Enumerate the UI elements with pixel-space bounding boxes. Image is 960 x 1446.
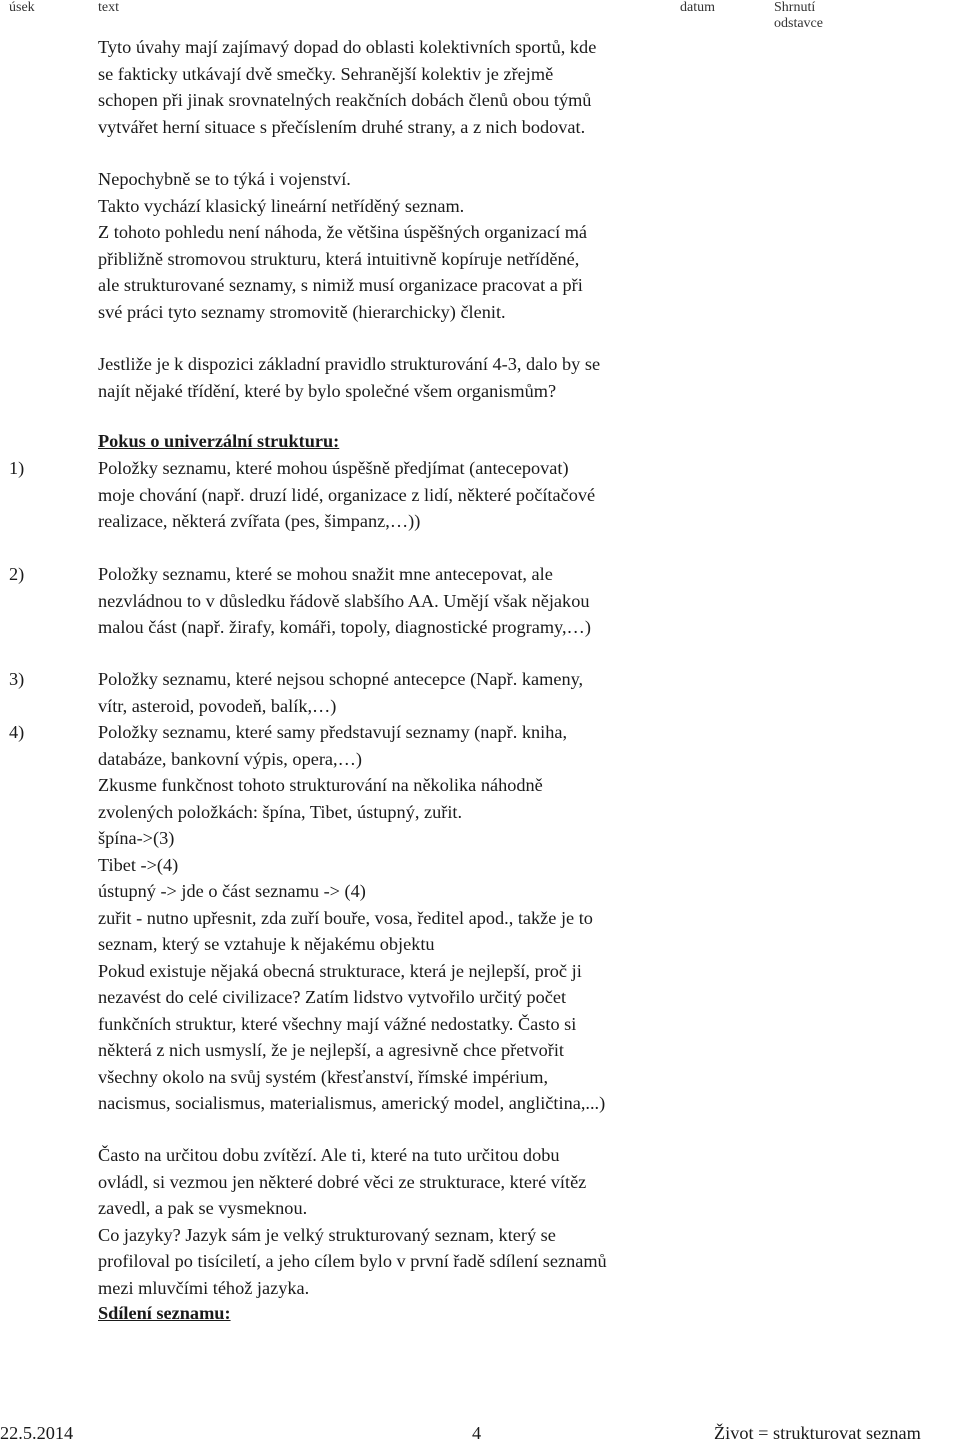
text-line: Jestliže je k dispozici základní pravidlo strukturování 4-3, dalo by se — [98, 354, 601, 374]
footer-document-title: Život = strukturovat seznam — [714, 1423, 921, 1443]
list-item-line: Položky seznamu, které samy představují seznamy (např. kniha, — [98, 722, 568, 742]
text-line: ústupný -> jde o část seznamu -> (4) — [98, 881, 366, 901]
text-line: některá z nich usmyslí, že je nejlepší, a agresivně chce přetvořit — [98, 1040, 564, 1060]
text-line: Takto vychází klasický lineární netříděný seznam. — [98, 195, 465, 216]
column-header-usek: úsek — [9, 0, 35, 15]
footer-date: 22.5.2014 — [0, 1423, 74, 1443]
text-line: funkčních struktur, které všechny mají vážné nedostatky. Často si — [98, 1013, 577, 1034]
text-line: vytvářet herní situace s přečíslením druhé strany, a z nich bodovat. — [98, 116, 586, 137]
text-line: své práci tyto seznamy stromovitě (hierarchicky) členit. — [98, 301, 506, 322]
text-line: seznam, který se vztahuje k nějakému objektu — [98, 934, 435, 954]
text-line: Často na určitou dobu zvítězí. Ale ti, které na tuto určitou dobu — [98, 1145, 560, 1165]
text-line: zvolených položkách: špína, Tibet, ústupný, zuřit. — [98, 801, 463, 822]
text-line: se fakticky utkávají dvě smečky. Sehranější kolektiv je zřejmě — [98, 63, 554, 84]
text-line: schopen při jinak srovnatelných reakčních dobách členů obou týmů — [98, 90, 592, 110]
list-number: 3) — [9, 669, 25, 689]
text-line: Tibet ->(4) — [98, 854, 179, 875]
text-line: profiloval po tisíciletí, a jeho cílem bylo v první řadě sdílení seznamů — [98, 1251, 607, 1271]
text-line: Tyto úvahy mají zajímavý dopad do oblasti kolektivních sportů, kde — [98, 37, 597, 57]
text-line: zuřit - nutno upřesnit, zda zuří bouře, vosa, ředitel apod., takže je to — [98, 907, 593, 928]
list-number: 4) — [9, 722, 25, 742]
text-line: všechny okolo na svůj systém (křesťanství, římské impérium, — [98, 1066, 549, 1087]
list-item-line: Položky seznamu, které se mohou snažit mne antecepovat, ale — [98, 564, 553, 584]
list-number: 2) — [9, 564, 25, 584]
column-header-datum: datum — [680, 0, 715, 15]
text-line: špína->(3) — [98, 828, 175, 848]
text-line: Pokud existuje nějaká obecná strukturace, která je nejlepší, proč ji — [98, 960, 582, 981]
footer-page-number: 4 — [472, 1423, 482, 1443]
text-line: zavedl, a pak se vysmeknou. — [98, 1198, 308, 1218]
text-line: mezi mluvčími téhož jazyka. — [98, 1277, 310, 1298]
text-line: Nepochybně se to týká i vojenství. — [98, 169, 351, 189]
column-header-shrnuti-line1: Shrnutí — [774, 0, 816, 15]
list-item-line: malou část (např. žirafy, komáři, topoly, diagnostické programy,…) — [98, 617, 591, 637]
list-item-line: Položky seznamu, které nejsou schopné antecepce (Např. kameny, — [98, 669, 584, 689]
text-line: ale strukturované seznamy, s nimiž musí organizace pracovat a při — [98, 275, 583, 295]
list-item-line: vítr, asteroid, povodeň, balík,…) — [98, 695, 337, 716]
text-line: ovládl, si vezmou jen některé dobré věci ze strukturace, které vítěz — [98, 1171, 587, 1192]
list-item-line: nezvládnou to v důsledku řádově slabšího AA. Umějí však nějakou — [98, 590, 590, 611]
list-number: 1) — [9, 458, 25, 478]
text-line: nacismus, socialismus, materialismus, americký model, angličtina,...) — [98, 1093, 606, 1113]
section-heading-pokus: Pokus o univerzální strukturu: — [98, 431, 340, 451]
text-line: nezavést do celé civilizace? Zatím lidstvo vytvořilo určitý počet — [98, 987, 567, 1007]
text-line: přibližně stromovou strukturu, která intuitivně kopíruje netříděné, — [98, 248, 580, 269]
list-item-line: Položky seznamu, které mohou úspěšně předjímat (antecepovat) — [98, 458, 569, 478]
column-header-text: text — [98, 0, 119, 15]
list-item-line: moje chování (např. druzí lidé, organizace z lidí, některé počítačové — [98, 484, 596, 505]
list-item-line: databáze, bankovní výpis, opera,…) — [98, 748, 362, 769]
section-heading-sdileni: Sdílení seznamu: — [98, 1303, 231, 1323]
list-item-line: realizace, některá zvířata (pes, šimpanz,…)) — [98, 511, 421, 531]
column-header-shrnuti — [774, 0, 823, 32]
text-line: Zkusme funkčnost tohoto strukturování na několika náhodně — [98, 775, 543, 795]
column-header-shrnuti-line2: odstavce — [774, 16, 823, 31]
text-line: najít nějaké třídění, které by bylo společné všem organismům? — [98, 380, 557, 401]
text-line: Z tohoto pohledu není náhoda, že většina úspěšných organizací má — [98, 222, 588, 242]
text-line: Co jazyky? Jazyk sám je velký strukturovaný seznam, který se — [98, 1224, 556, 1245]
